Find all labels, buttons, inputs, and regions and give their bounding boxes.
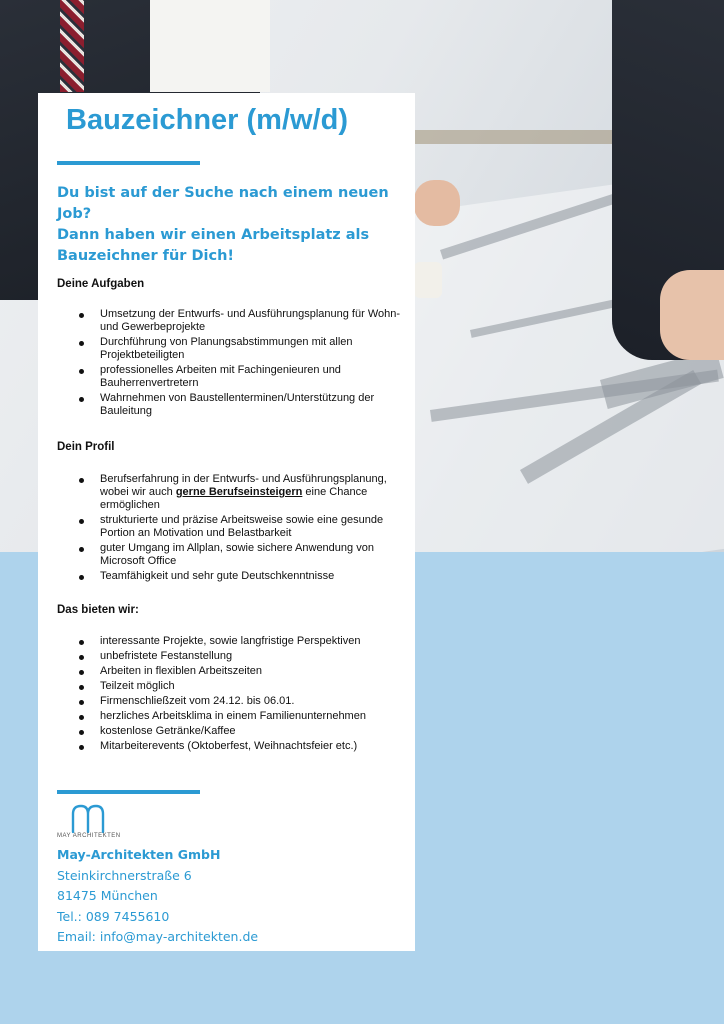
- list-item: Mitarbeiterevents (Oktoberfest, Weihnachtsfeier etc.): [57, 740, 402, 753]
- list-item: [57, 473, 402, 512]
- title-divider: [57, 161, 200, 165]
- list-item: Wahrnehmen von Baustellenterminen/Unterstützung der Bauleitung: [57, 392, 402, 418]
- company-phone: Tel.: 089 7455610: [57, 908, 170, 924]
- paper-roll: [414, 262, 442, 298]
- tie: [60, 0, 84, 92]
- list-item: Umsetzung der Entwurfs- und Ausführungsplanung für Wohn- und Gewerbeprojekte: [57, 308, 402, 334]
- profil-item-text: Berufserfahrung in der Entwurfs- und Ausführungsplanung, wobei wir auch: [100, 473, 387, 498]
- company-name: May-Architekten GmbH: [57, 847, 221, 862]
- list-item: interessante Projekte, sowie langfristige Perspektiven: [57, 635, 402, 648]
- list-item: Firmenschließzeit vom 24.12. bis 06.01.: [57, 695, 402, 708]
- list-item: Durchführung von Planungsabstimmungen mit allen Projektbeteiligten: [57, 336, 402, 362]
- footer-divider: [57, 790, 200, 794]
- list-item: Teilzeit möglich: [57, 680, 402, 693]
- profil-list: [57, 473, 402, 585]
- profil-item-text-end: eine Chance ermöglichen: [100, 486, 368, 511]
- logo-text: MAY ARCHITEKTEN: [57, 833, 121, 839]
- list-item: unbefristete Festanstellung: [57, 650, 402, 663]
- shirt-left: [150, 0, 270, 92]
- list-item: herzliches Arbeitsklima in einem Familienunternehmen: [57, 710, 402, 723]
- list-item: guter Umgang im Allplan, sowie sichere Anwendung von Microsoft Office: [57, 542, 402, 568]
- lead-line-2: Dann haben wir einen Arbeitsplatz als: [57, 227, 370, 243]
- company-email: Email: info@may-architekten.de: [57, 929, 259, 944]
- contact-block: [57, 845, 258, 948]
- company-city: 81475 München: [57, 888, 158, 903]
- aufgaben-list: [57, 308, 402, 420]
- list-item: Teamfähigkeit und sehr gute Deutschkenntnisse: [57, 570, 402, 583]
- list-item: Arbeiten in flexiblen Arbeitszeiten: [57, 665, 402, 678]
- list-item: kostenlose Getränke/Kaffee: [57, 725, 402, 738]
- highlight-text: gerne Berufseinsteigern: [175, 486, 303, 498]
- list-item: strukturierte und präzise Arbeitsweise sowie eine gesunde Portion an Motivation und Belastbarkeit: [57, 514, 402, 540]
- lead-text: [57, 183, 397, 267]
- angebot-list: [57, 635, 402, 755]
- hand-middle: [414, 180, 460, 226]
- hand-right: [660, 270, 724, 360]
- section-heading-profil: Dein Profil: [57, 441, 115, 453]
- list-item: professionelles Arbeiten mit Fachingenieuren und Bauherrenvertretern: [57, 364, 402, 390]
- lead-line-1: Du bist auf der Suche nach einem neuen Job?: [57, 185, 389, 222]
- page-title: Bauzeichner (m/w/d): [66, 104, 348, 136]
- lead-line-3: Bauzeichner für Dich!: [57, 248, 235, 264]
- section-heading-angebot: Das bieten wir:: [57, 604, 139, 616]
- section-heading-aufgaben: Deine Aufgaben: [57, 278, 145, 290]
- company-street: Steinkirchnerstraße 6: [57, 867, 192, 883]
